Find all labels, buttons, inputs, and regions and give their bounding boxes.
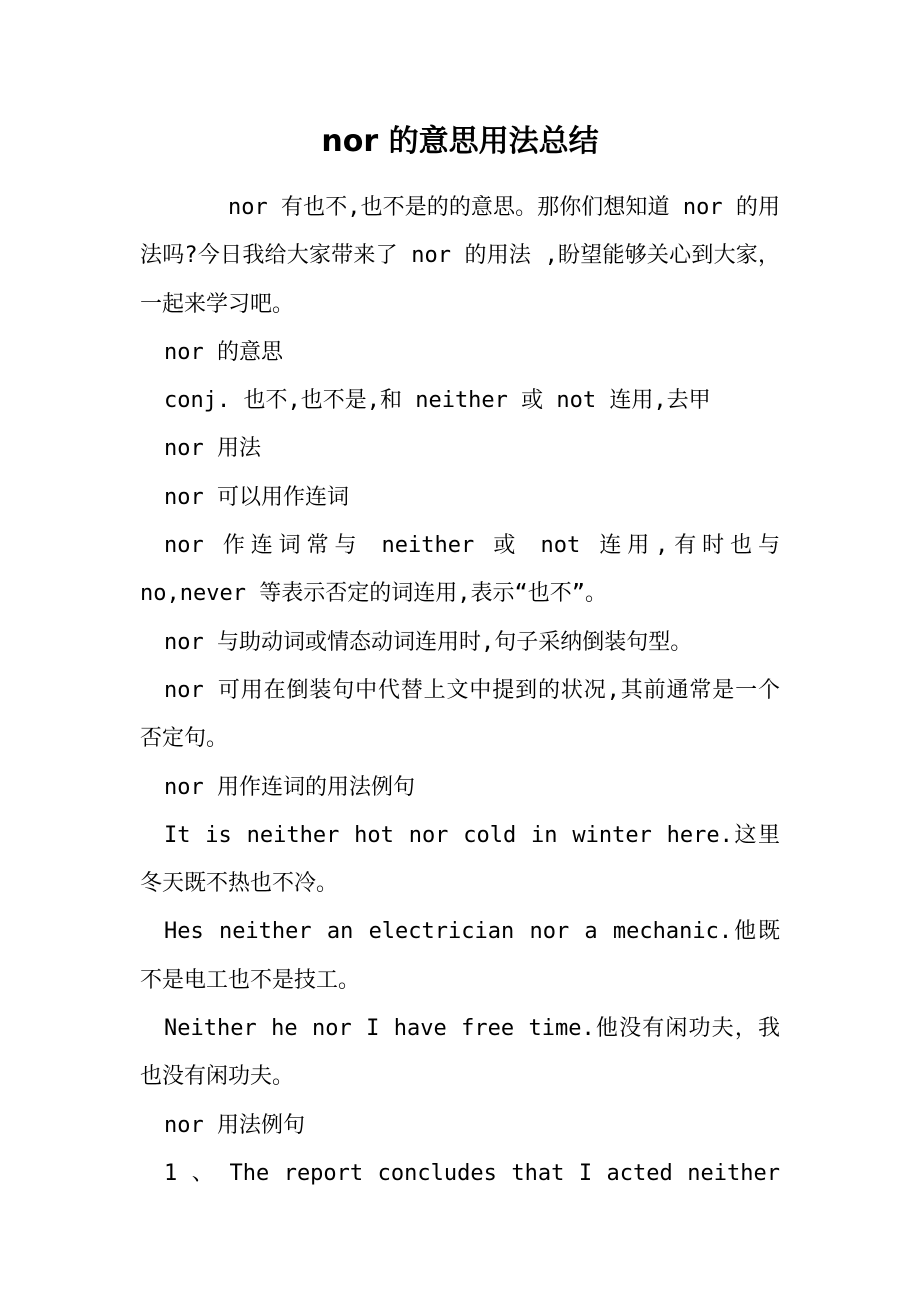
document-title: nor 的意思用法总结 bbox=[321, 124, 599, 159]
section-heading-conj-examples: nor 用作连词的用法例句 bbox=[164, 774, 415, 800]
definition-line: conj. 也不,也不是,和 neither 或 not 连用,去甲 bbox=[164, 388, 711, 414]
usage-paragraph: nor 可以用作连词 bbox=[164, 484, 349, 510]
example-sentence: Hes neither an electrician nor a mechanic.他既不是电工也不是技工。 bbox=[140, 919, 780, 993]
section-heading-meaning: nor 的意思 bbox=[164, 339, 283, 365]
example-sentence: 1 、 The report concludes that I acted neither bbox=[164, 1160, 780, 1186]
document-body bbox=[140, 184, 780, 1198]
example-sentence: Neither he nor I have free time.他没有闲功夫，我也没有闲功夫。 bbox=[140, 1016, 780, 1090]
usage-paragraph: nor 作连词常与 neither 或 not 连用,有时也与 no,never 等表示否定的词连用,表示“也不”。 bbox=[140, 533, 780, 607]
intro-paragraph: nor 有也不,也不是的的意思。那你们想知道 nor 的用法吗?今日我给大家带来了 nor 的用法 ,盼望能够关心到大家，一起来学习吧。 bbox=[140, 195, 780, 317]
usage-paragraph: nor 可用在倒装句中代替上文中提到的状况,其前通常是一个否定句。 bbox=[140, 677, 780, 752]
usage-paragraph: nor 与助动词或情态动词连用时,句子采纳倒装句型。 bbox=[164, 629, 693, 655]
section-heading-usage: nor 用法 bbox=[164, 436, 261, 462]
example-sentence: It is neither hot nor cold in winter here.这里冬天既不热也不冷。 bbox=[140, 822, 780, 897]
section-heading-examples: nor 用法例句 bbox=[164, 1112, 305, 1138]
